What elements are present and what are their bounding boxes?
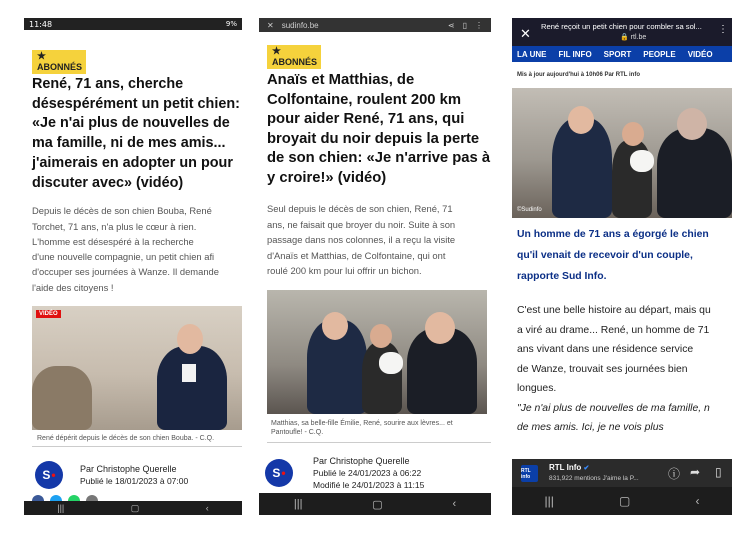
nav-item-sport[interactable]: SPORT bbox=[603, 49, 632, 59]
photo-caption bbox=[267, 414, 491, 443]
android-nav-bar bbox=[512, 487, 732, 515]
share-icon[interactable]: ⋖ bbox=[447, 20, 455, 30]
body-line: de Wanze, trouvait ses journées bien bbox=[517, 363, 688, 375]
subscribers-label: ABONNÉS bbox=[272, 57, 318, 67]
caption-line: Matthias, sa belle-fille Émilie, René, sourire aux lèvres... et bbox=[271, 419, 453, 427]
lead-line: d'occuper ses journées à Wanze. Il demande bbox=[32, 266, 219, 278]
photo-credit: ©Sudinfo bbox=[517, 207, 542, 213]
author-block bbox=[265, 455, 491, 491]
star-icon: ★ bbox=[272, 46, 281, 57]
rene-blurred-head-shape bbox=[677, 108, 707, 140]
chair-shape bbox=[32, 366, 92, 430]
close-icon[interactable]: ✕ bbox=[520, 26, 531, 41]
author-name: Par Christophe Querelle bbox=[80, 464, 177, 474]
info-icon[interactable]: ⓘ bbox=[668, 467, 681, 481]
article-lead bbox=[32, 203, 242, 295]
more-icon[interactable]: ⋮ bbox=[718, 24, 728, 35]
article-headline bbox=[517, 224, 732, 287]
back-icon[interactable]: ‹ bbox=[205, 503, 209, 513]
phone-screenshot-rtl-article bbox=[512, 18, 732, 515]
rene-shape bbox=[657, 128, 732, 218]
matthias-head-shape bbox=[568, 106, 594, 134]
article-photo bbox=[267, 290, 487, 414]
recent-apps-icon[interactable]: ||| bbox=[57, 503, 65, 513]
headline-line: rapporte Sud Info. bbox=[517, 271, 607, 282]
matthias-head-shape bbox=[322, 312, 348, 340]
facebook-page-bar bbox=[512, 459, 732, 487]
lead-line: Depuis le décès de son chien Bouba, René bbox=[32, 205, 212, 217]
title-line: broyait du noir depuis la perte bbox=[267, 130, 480, 147]
quote-line: de mes amis. Ici, je ne vois plus bbox=[517, 422, 664, 433]
lead-line: L'homme est désespéré à la recherche bbox=[32, 235, 194, 247]
lead-line: d'Anaïs et Matthias, de Colfontaine, qui ont bbox=[267, 249, 446, 261]
man-body-shape bbox=[157, 346, 227, 430]
url-text: 🔒 rtl.be bbox=[620, 34, 647, 41]
nav-item-la-une[interactable]: LA UNE bbox=[517, 49, 547, 59]
more-icon[interactable]: ⋮ bbox=[475, 20, 483, 30]
home-icon[interactable]: ▢ bbox=[372, 498, 383, 511]
verified-icon: ✔ bbox=[583, 465, 590, 472]
body-line: ans vivant dans une résidence service bbox=[517, 344, 694, 355]
photo-caption: René dépérit depuis le décès de son chien Bouba. - C.Q. bbox=[32, 430, 242, 447]
sudinfo-logo-icon bbox=[35, 461, 63, 489]
title-line: désespérément un petit chien: bbox=[32, 95, 240, 112]
star-icon: ★ bbox=[37, 51, 46, 62]
nav-item-fil-info[interactable]: FIL INFO bbox=[558, 49, 592, 59]
body-line: C'est une belle histoire au départ, mais qu bbox=[517, 305, 711, 316]
home-icon[interactable]: ▢ bbox=[619, 494, 631, 508]
subscribers-badge bbox=[32, 50, 86, 74]
lead-line: passage dans nos colonnes, il a reçu la visite bbox=[267, 234, 456, 245]
published-date: Publié le 18/01/2023 à 07:00 bbox=[80, 476, 189, 486]
lead-line: Seul depuis le décès de son chien, René, 71 bbox=[267, 203, 453, 214]
headline-line: qu'il venait de recevoir d'un couple, bbox=[517, 250, 693, 261]
url-value: rtl.be bbox=[630, 34, 647, 41]
sudinfo-logo-icon bbox=[265, 459, 293, 487]
title-line: Anaïs et Matthias, de bbox=[267, 72, 415, 88]
title-line: j'aimerais en adopter un pour bbox=[32, 154, 233, 171]
caption-line: Pantoufle! - C.Q. bbox=[271, 429, 324, 436]
status-battery: 9% bbox=[225, 20, 237, 28]
title-line: René, 71 ans, cherche bbox=[32, 76, 184, 92]
subscribers-badge bbox=[267, 45, 321, 69]
status-time: 11:48 bbox=[29, 19, 53, 29]
subscribers-label: ABONNÉS bbox=[37, 62, 83, 72]
article-video-thumbnail[interactable] bbox=[32, 306, 242, 430]
logo-dot: • bbox=[281, 465, 286, 480]
body-line: longues. bbox=[517, 383, 557, 394]
lead-line: d'une nouvelle compagnie, un petit chien afi bbox=[32, 251, 215, 263]
dog-shape bbox=[379, 352, 403, 374]
browser-bar bbox=[259, 18, 491, 32]
man-head-shape bbox=[177, 324, 203, 354]
rtl-info-logo-icon: RTL info bbox=[521, 465, 538, 482]
emilie-head-shape bbox=[370, 324, 392, 348]
title-line: ma famille, ni de mes amis... bbox=[32, 135, 226, 152]
article-title bbox=[267, 71, 491, 188]
page-tab-title: René reçoit un petit chien pour combler sa sol... bbox=[541, 22, 702, 31]
quote-line: "Je n'ai plus de nouvelles de ma famille, n bbox=[517, 402, 710, 414]
title-line: pour aider René, 71 ans, qui bbox=[267, 111, 465, 127]
article-quote bbox=[517, 399, 732, 438]
lead-line: roulé 200 km pour lui offrir un bichon. bbox=[267, 265, 422, 276]
bookmark-icon[interactable]: ▯ bbox=[462, 20, 467, 30]
phone-screenshot-sudinfo-article-2 bbox=[259, 18, 491, 515]
article-title bbox=[32, 75, 242, 193]
in-app-browser-header bbox=[512, 18, 732, 46]
page-name[interactable] bbox=[549, 463, 589, 472]
video-label: VIDÉO bbox=[36, 310, 61, 318]
site-nav bbox=[512, 46, 732, 62]
title-line: Colfontaine, roulent 200 km bbox=[267, 91, 462, 108]
title-line: y croire!» (vidéo) bbox=[267, 169, 387, 186]
published-date: Publié le 24/01/2023 à 06:22 bbox=[313, 467, 422, 478]
close-icon[interactable]: ✕ bbox=[267, 20, 274, 30]
lead-line: ans, ne faisait que broyer du noir. Suite à son bbox=[267, 218, 456, 230]
page-name-text: RTL Info bbox=[549, 463, 582, 472]
headline-line: Un homme de 71 ans a égorgé le chien bbox=[517, 229, 709, 240]
article-meta: Mis à jour aujourd'hui à 10h06 Par RTL info bbox=[517, 72, 641, 78]
page-likes: 831,922 mentions J'aime la P... bbox=[549, 475, 639, 482]
title-line: de son chien: «Je n'arrive pas à bbox=[267, 150, 491, 166]
title-line: «Je n'ai plus de nouvelles de bbox=[32, 115, 230, 132]
recent-apps-icon[interactable]: ||| bbox=[293, 498, 303, 510]
article-body bbox=[517, 301, 732, 399]
android-nav-bar bbox=[24, 501, 242, 515]
home-icon[interactable]: ▢ bbox=[130, 502, 140, 513]
rene-head-shape bbox=[425, 312, 455, 344]
author-name: Par Christophe Querelle bbox=[313, 455, 410, 466]
logo-letter: S bbox=[42, 468, 51, 482]
back-icon[interactable]: ‹ bbox=[695, 494, 700, 508]
android-nav-bar bbox=[259, 493, 491, 515]
phone-screenshot-sudinfo-article-1 bbox=[24, 18, 242, 515]
modified-date: Modifié le 24/01/2023 à 11:15 bbox=[313, 479, 425, 490]
lead-line: Torchet, 71 ans, n'a plus le cœur à rien. bbox=[32, 220, 197, 232]
lead-line: l'aide des citoyens ! bbox=[32, 281, 114, 293]
title-line: discuter avec» (vidéo) bbox=[32, 174, 184, 191]
article-photo bbox=[512, 88, 732, 218]
author-block bbox=[35, 461, 242, 489]
logo-letter: S bbox=[272, 465, 281, 480]
url-text: sudinfo.be bbox=[281, 20, 319, 30]
body-line: a viré au drame... René, un homme de 71 bbox=[517, 324, 710, 336]
logo-dot: • bbox=[51, 468, 56, 482]
recent-apps-icon[interactable]: ||| bbox=[544, 494, 554, 508]
article-lead bbox=[267, 201, 491, 279]
emilie-head-shape bbox=[622, 122, 644, 146]
bookmark-icon[interactable]: ▯ bbox=[715, 465, 722, 479]
dog-shape bbox=[630, 150, 654, 172]
photo-frame-shape bbox=[182, 364, 196, 382]
nav-item-people[interactable]: PEOPLE bbox=[643, 49, 676, 59]
nav-item-video[interactable]: VIDÉO bbox=[687, 49, 713, 59]
status-bar bbox=[24, 18, 242, 30]
back-icon[interactable]: ‹ bbox=[452, 498, 457, 510]
share-icon[interactable]: ➦ bbox=[690, 465, 701, 479]
